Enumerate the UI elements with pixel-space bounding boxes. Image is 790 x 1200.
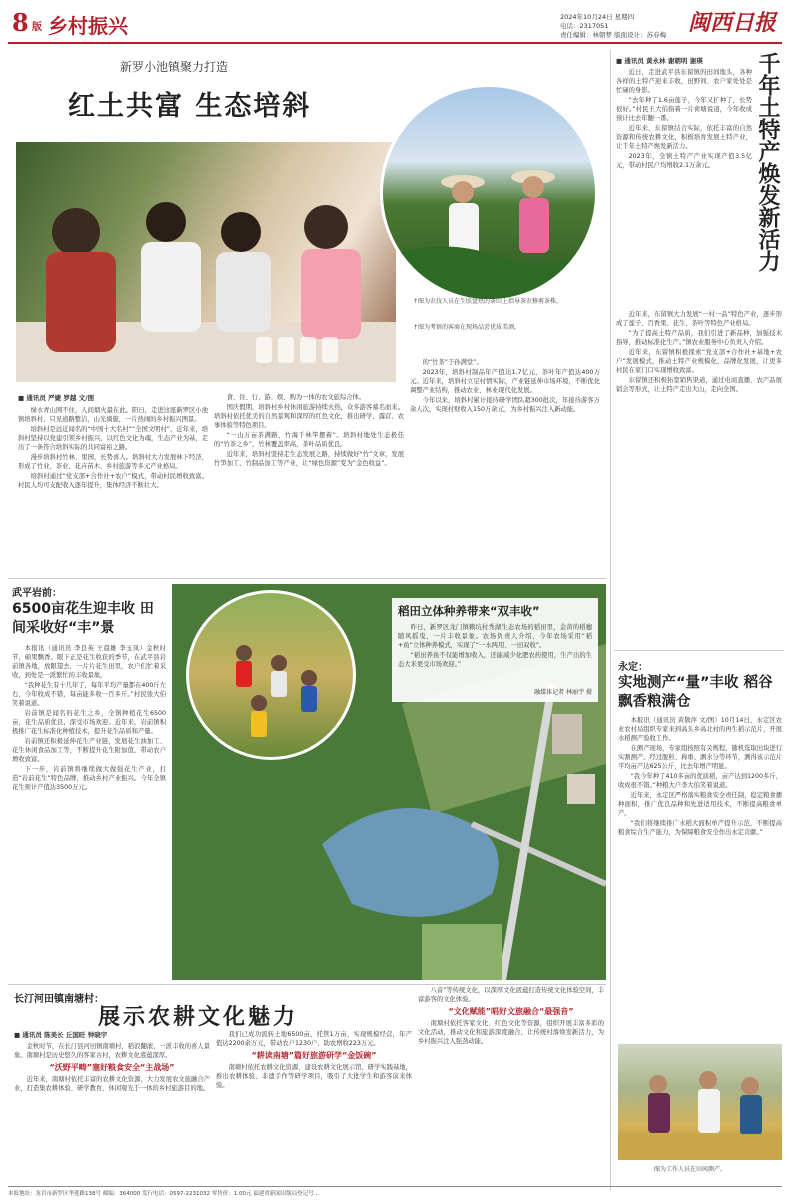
article6-byline: ■ 通讯员 陈美长 丘国旺 钟晓宇 [14,1031,108,1039]
article-peanut-harvest [8,580,168,980]
article6-col3-p2: 南塘村依托客家文化、红色文化等资源，组织开展丰富多彩的文化活动，推动文化和旅游深度融合，让传统村落焕发新活力，为乡村振兴注入强劲动能。 [418,1020,604,1045]
article1-p7: “一山万亩茶满路，竹海千林竿摆着”。培斜村地处生态极佳的“竹茶之乡”，竹林覆盖率高，茶叶品质优良。 [214,432,404,448]
article1-p5: 食、住、行、游、娱、购为一体的农文旅综合体。 [226,394,366,401]
article1-p2: 培斜村是远近闻名的“中国十大名村”“全国文明村”，近年来，培斜村坚持以党建引领乡村振兴，以红色文化为魂，生态产业为基，走出了一条符合培斜实际的共同富裕之路。 [18,426,208,451]
tea-tasting-illustration [16,142,396,382]
article2-p8: 东留镇还积极拓宽销售渠道，通过电商直播、农产品展销会等形式，让土特产走出大山，走向全国。 [616,377,782,393]
article5-headline: 实地测产“量”丰收 稻谷飘香粮满仓 [618,675,773,710]
page-number: 8 [12,8,29,37]
article3-divider [8,578,606,579]
article2-byline: ■ 通讯员 黄永林 谢朝明 谢瑛 [616,57,703,65]
article4-p2: “稻田养鱼不仅能增加收入，还能减少化肥农药使用，生产出的生态大米更受市场欢迎。” [398,652,592,668]
article5-p4: 近年来，永定区严格落实粮食安全责任制，稳定粮食播种面积，推广优良品种和先进适用技术，不断提高粮食单产。 [618,792,782,817]
article1-kicker: 新罗小池镇聚力打造 [120,60,229,74]
article4-text-box [392,598,598,702]
article2-p4: 2023年，全镇土特产产业实现产值3.5亿元，带动村民户均增收2.1万余元。 [616,153,752,169]
masthead [0,0,790,44]
article1-p4: 培斜村通过“党支部+合作社+农户”模式，带动村民增收致富。村民人均可支配收入逐年提升，集体经济不断壮大。 [18,473,208,489]
article1-p6: 国庆假期，培斜村乡村休闲旅游持续火热，众多游客慕名而来。培斜村依托优美的自然景观和深厚的红色文化，推出研学、露营、农事体验等特色项目。 [214,404,404,429]
article2-p3: 近年来，东留镇结合实际，依托丰富的自然资源和传统农耕文化，积极培育发展土特产业，让千年土特产焕发新活力。 [616,125,752,150]
article3-body [12,644,166,978]
article4-body [398,623,592,685]
tea-garden-photo [380,84,598,302]
article1-p11: 今年以来，培斜村累计接待研学团队超300批次，年接待游客万余人次，实现村财收入150万余元，为乡村振兴注入新动能。 [410,397,600,413]
article2-p6: “为了提高土特产品质，我们引进了新品种，加强技术指导，推动标准化生产。”镇农业服务中心负责人介绍。 [616,330,782,346]
article3-p2: “我种花生有十几年了，每年平均产量都在400斤左右，今年收成不错，每亩能多收一百多斤。”村民张大伯笑着说道。 [12,682,166,707]
article5-p1: 本报讯（通讯员 黄敬萍 文/图）10月14日，永定区农业农村局组织专家来到高头乡高北村的再生稻示范片，开展水稻测产验收工作。 [618,717,782,742]
article5-kicker: 永定： [618,662,648,673]
children-rice-field-photo [186,590,356,760]
article3-headline: 6500亩花生迎丰收 田间采收好“丰”景 [12,601,154,636]
aerial-farm-photo [172,584,606,980]
article6-kicker: 长汀河田镇南塘村： [14,994,104,1005]
rice-field-illustration [618,1044,782,1160]
article6-col3-p1: 八音”等传统文化，以深厚文化底蕴打造传统文化体验空间，丰富游客的文化体验。 [418,987,604,1003]
article1-p8: 近年来，培斜村坚持走生态发展之路，持续做好“竹”文章，发展竹笋加工、竹制品加工等产业，让“绿色资源”变为“金色收益”。 [214,451,404,467]
page-label: 版 [32,22,42,33]
article2-p2: “去年种了1.6亩莲子，今年又扩种了，长势很好。”村民王大伯指着一片荷塘说道，今年收成预计比去年翻一番。 [616,97,752,122]
article6-headline: 展示农耕文化魅力 [98,1005,299,1030]
article6-subhead-3: “文化赋能”唱好文旅融合“最强音” [448,1007,574,1016]
footer-text: 本报地址：龙岩市新罗区华莲路138号 邮编：364000 发行电话：0597-2231032 零售价：1.00元 福建省新闻出版局登记号... [8,1191,319,1197]
section-title: 乡村振兴 [48,14,128,38]
article6-col2-p2: 南塘村依托农耕文化资源，建设农耕文化展示馆、研学实践基地，推出农耕体验、非遗手作等研学项目，吸引了大批学生和游客前来体验。 [216,1064,412,1089]
article6-col1-p2: 近年来，南塘村依托丰富的农耕文化资源，大力发展农文旅融合产业，打造集农耕体验、研学教育、休闲观光于一体的乡村旅游目的地。 [14,1076,210,1092]
article5-p2: 在测产现场，专家组按照有关规程，随机选取田块进行实割测产。经过脱粒、称重、测水分等环节，测得该示范片平均亩产达625公斤，比去年增产明显。 [618,745,782,770]
newspaper-logo: 闽西日报 [688,10,777,36]
article6-subhead-2: “耕读南塘”篇好旅游研学“金饭碗” [251,1051,377,1060]
article-nantang-village [8,986,606,1182]
footer [8,1186,782,1198]
article-local-specialties [614,48,784,648]
article6-col2-p1: 我们已成功流转土地6500亩，托管1万亩，实现规模经营，年产值达2200余万元，带动农户1230户，助农增收223万元。 [216,1031,412,1047]
article4-p1: 昨日，新罗区龙门镇赖坑村秀湖生态农场的稻田里，金黄的稻穗随风摇曳，一片丰收景象。农场负责人介绍，今年农场采用“稻+鱼”立体种养模式，实现了“一水两用、一田双收”。 [398,624,592,649]
article1-p1: 绿水青山围不住，人间烟火最在此。阳日，走进这座新罗区小池镇培斜村，只见道路整洁，山光旖旎，一片热闹的乡村振兴图景。 [18,407,208,423]
article3-p1: 本报讯（通讯员 李良英 王晨雄 李玉凤）金秋时节，硕果飘香。眼下正是花生收获的季节，在武平县岩前镇各地，放眼望去，一片片花生田里，农户们忙着采收，到处是一派繁忙的丰收景象。 [12,645,166,679]
article1-body-col2 [214,393,404,542]
article5-body [618,716,782,1038]
article2-headline: 千年土特产焕发新活力 [755,52,780,272]
article2-p5: 近年来，东留镇大力发展“一村一品”特色产业，逐步形成了莲子、百香果、花生、茶叶等特色产业格局。 [616,311,782,327]
article5-divider [614,650,784,651]
article3-p5: 下一步，岩前镇将继续做大做强花生产业，打造“岩前花生”特色品牌，推动乡村产业振兴。今年全镇花生预计产值达3500万元。 [12,766,166,791]
article5-p3: “我今年种了410多亩的优质稻，亩产达到1200多斤，收成很不错。”种粮大户李大伯笑着说道。 [618,773,782,789]
article1-caption-2: ↑图为考察的客商在现场品尝优质美酒。 [413,324,521,331]
children-illustration [189,593,356,760]
article-red-soil [8,46,606,546]
article4-headline: 稻田立体种养带来“双丰收” [398,604,540,618]
right-column-divider [610,50,611,1190]
tea-garden-illustration [383,87,598,302]
article4-credit: 融媒体记者 林丽宇 摄 [534,689,592,696]
article2-p7: 近年来，东留镇积极探索“党支部+合作社+基地+农户”发展模式，推动土特产业规模化、品牌化发展，让更多村民在家门口实现增收致富。 [616,349,782,374]
article2-body-1 [616,68,752,308]
article1-p9: 的“竹茶”于孙满堂”。 [422,359,483,366]
article5-p5: “我们将继续推广水稻大面积单产提升示范，不断提高粮食综合生产能力，为保障粮食安全作出永定贡献。” [618,820,782,836]
article1-headline: 红土共富 生态培斜 [68,91,312,122]
editors: 责任编辑：林朝梦 版面设计：苏春梅 [560,31,667,39]
article3-kicker: 武平岩前： [12,588,62,599]
article2-p1: 近日，走进武平县东留镇的田间地头，各种各样的土特产迎来丰收，田野间、农户家处处是忙碌的身影。 [616,69,752,94]
article6-col1-p1: 金秋时节，在长汀县河田镇南塘村，稻浪翻滚，一派丰收的喜人景象。南塘村是历史悠久的客家古村，农耕文化底蕴深厚。 [14,1043,210,1059]
edition-code: 电话：2317051 [560,22,609,30]
article6-divider [8,984,606,985]
article2-body-2 [616,310,782,644]
tea-tasting-photo [16,142,396,382]
article6-col2 [216,1030,412,1180]
article3-p3: 岩前镇是闻名的花生之乡，全镇种植花生6500亩，花生品质优良，深受市场欢迎。近年来，岩前镇积极推广花生标准化种植技术，提升花生品质和产量。 [12,710,166,735]
masthead-rule [8,42,782,44]
article1-body-col1 [18,406,208,542]
article3-p4: 岩前镇还积极延伸花生产业链，发展花生油加工、花生休闲食品加工等，不断提升花生附加值，带动农户增收致富。 [12,738,166,763]
rice-measurement-photo [618,1044,782,1160]
article1-body-col3 [410,358,600,542]
date-line: 2024年10月24日 星期四 [560,13,635,21]
article6-subhead-1: “沃野平畴”塞好粮食安全“主战场” [49,1063,175,1072]
article-yongding [614,652,784,1192]
article6-col1 [14,1042,210,1180]
article1-byline: ■ 通讯员 严婕 罗越 文/图 [18,394,95,402]
article1-caption-1: ↑图为农技人员在生肤盘热的茶山上指导茶农修剪茶株。 [413,298,563,305]
article1-p10: 2023年，培斜村制品年产值达1.7亿元，茶叶年产值达400万元。近年来，培斜村立足村情实际，产业链延伸市场环境，不断优化调整产业结构，推动农业、林业现代化发展。 [410,369,600,394]
article5-caption: 图为工作人员在田间测产。 [654,1166,727,1173]
article6-col3 [418,986,604,1180]
article1-p3: 漫步培斜村竹林、果园，长势喜人。培斜村大力发展林下经济，形成了竹业、茶业、花卉苗木、乡村旅游等多元产业格局。 [18,454,208,470]
